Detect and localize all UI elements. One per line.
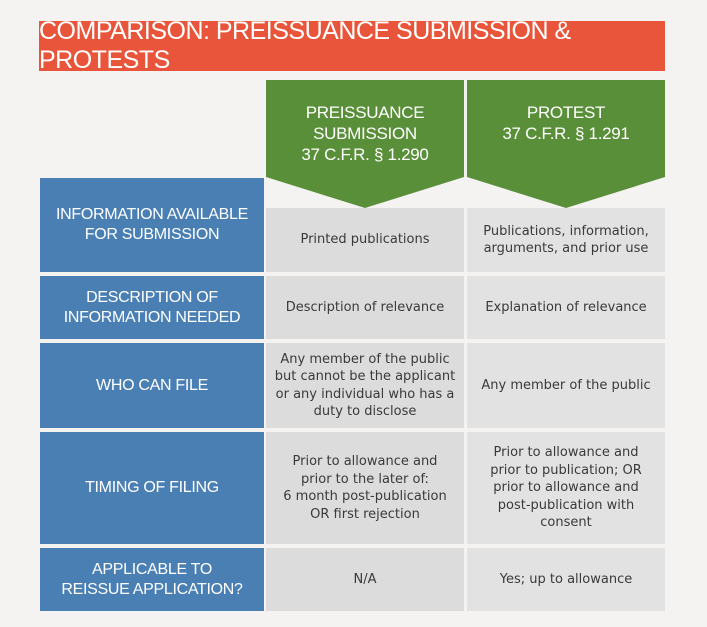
column-header-name: PREISSUANCE SUBMISSION [305, 103, 425, 143]
cell-text: Printed publications [300, 232, 430, 248]
cell-text: Yes; up to allowance [499, 571, 633, 587]
cell-protest-description [467, 276, 665, 339]
row-label-information-available [40, 178, 264, 272]
cell-text: Any member of the public [481, 377, 651, 393]
cell-preissuance-information-available [266, 208, 464, 272]
row-label-text: INFORMATION AVAILABLE FOR SUBMISSION [56, 206, 248, 243]
row-label-text: APPLICABLE TO REISSUE APPLICATION? [61, 560, 243, 598]
row-label-text: WHO CAN FILE [96, 376, 208, 394]
cell-text: N/A [353, 571, 377, 587]
column-header-shape [467, 80, 665, 208]
column-header-name: PROTEST [526, 103, 606, 122]
cell-protest-timing [467, 432, 665, 544]
row-label-reissue [40, 548, 264, 611]
cell-protest-who-can-file [467, 343, 665, 428]
cell-preissuance-reissue [266, 548, 464, 611]
cell-text: Prior to allowance and prior to publication; OR prior to allowance and post-publication with consent [490, 445, 642, 531]
page-title: COMPARISON: PREISSUANCE SUBMISSION & PROTESTS [39, 17, 571, 74]
row-label-text: DESCRIPTION OF INFORMATION NEEDED [63, 288, 241, 326]
title-banner [39, 17, 665, 74]
cell-protest-information-available [467, 208, 665, 272]
cell-preissuance-description [266, 276, 464, 339]
cell-preissuance-timing [266, 432, 464, 544]
column-header-citation: 37 C.F.R. § 1.290 [301, 145, 429, 164]
cell-text: Description of relevance [285, 299, 445, 315]
column-header-protest [467, 80, 665, 208]
column-header-preissuance [266, 80, 464, 208]
cell-text: Prior to allowance and prior to the later of: 6 month post-publication OR first rejection [283, 454, 447, 522]
column-header-citation: 37 C.F.R. § 1.291 [502, 124, 630, 143]
row-label-who-can-file [40, 343, 264, 428]
row-label-description [40, 276, 264, 339]
cell-text: Explanation of relevance [485, 299, 647, 315]
row-label-text: TIMING OF FILING [85, 479, 219, 496]
cell-text: Publications, information, arguments, and prior use [483, 223, 649, 256]
cell-text: Any member of the public but cannot be the applicant or any individual who has a duty to disclose [274, 351, 456, 419]
cell-preissuance-who-can-file [266, 343, 464, 428]
row-label-timing [40, 432, 264, 544]
cell-protest-reissue [467, 548, 665, 611]
